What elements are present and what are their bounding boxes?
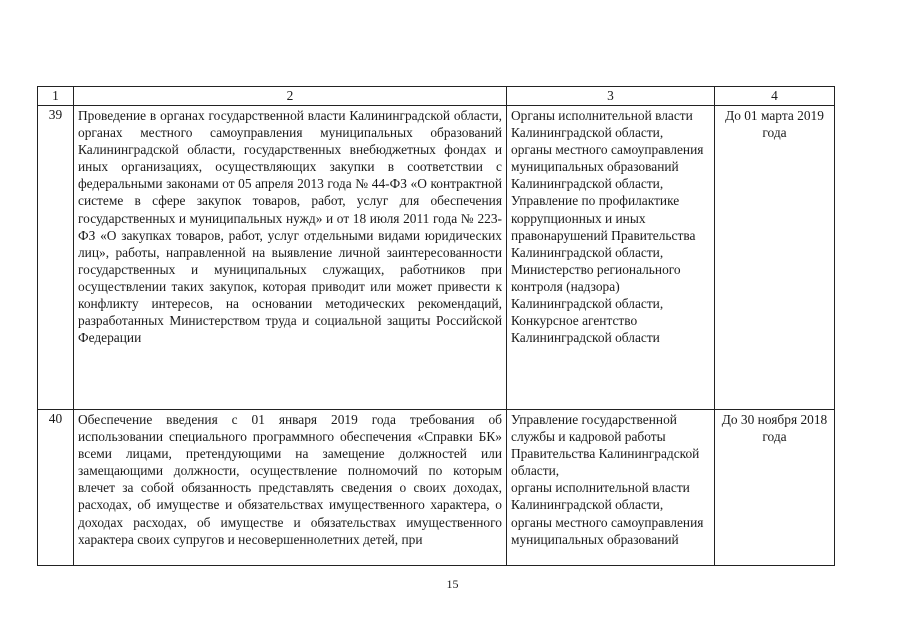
responsible-bodies [507,106,715,410]
table-row [38,106,835,410]
responsible-text: Управление государственной службы и кадровой работы Правительства Калининградской области, органы исполнительной власти Калининградской области, органы местного самоуправления муниципальных образований [511,412,704,547]
header-cell-1: 1 [38,87,74,106]
row-number: 39 [38,106,74,410]
page-number: 15 [446,577,459,591]
measure-description: Проведение в органах государственной власти Калининградской области, органах местного самоуправления муниципальных образований Калининградской области, государственных внебюджетных фондах и иных организациях, осуществляющих закупки в соответствии с федеральными законами от 05 апреля 2013 года № 44-ФЗ «О контрактной системе в сфере закупок товаров, работ, услуг для обеспечения государственных и муниципальных нужд» и от 18 июля 2011 года № 223-ФЗ «О закупках товаров, работ, услуг отдельными видами юридических лиц», работы, направленной на выявление личной заинтересованности государственных и муниципальных служащих, работников при осуществлении таких закупок, которая приводит или может привести к конфликту интересов, на основании методических рекомендаций, разработанных Министерством труда и социальной защиты Российской Федерации [74,106,507,410]
deadline: До 01 марта 2019 года [715,106,835,410]
header-cell-2: 2 [74,87,507,106]
header-cell-3: 3 [507,87,715,106]
header-cell-4: 4 [715,87,835,106]
responsible-bodies [507,410,715,566]
measure-description-text: Обеспечение введения с 01 января 2019 года требования об использовании специального программного обеспечения «Справки БК» всеми лицами, претендующими на замещение должностей или замещающими должности, осуществление полномочий по которым влечет за собой обязанность представлять сведения о своих доходах, расходах, об имуществе и обязательствах имущественного характера, о доходах расходах, об имуществе и обязательствах имущественного характера своих супругов и несовершеннолетних детей, при [78,412,502,547]
row-number: 40 [38,410,74,566]
table-row [38,410,835,566]
table-header-row [38,87,835,106]
responsible-text: Органы исполнительной власти Калининградской области, органы местного самоуправления муниципальных образований Калининградской области, Управление по профилактике коррупционных и иных правонарушений Правительства Калининградской области, Министерство регионального контроля (надзора) Калининградской области, Конкурсное агентство Калининградской области [511,108,704,346]
deadline: До 30 ноября 2018 года [715,410,835,566]
measure-description [74,410,507,566]
measures-table [37,86,835,566]
